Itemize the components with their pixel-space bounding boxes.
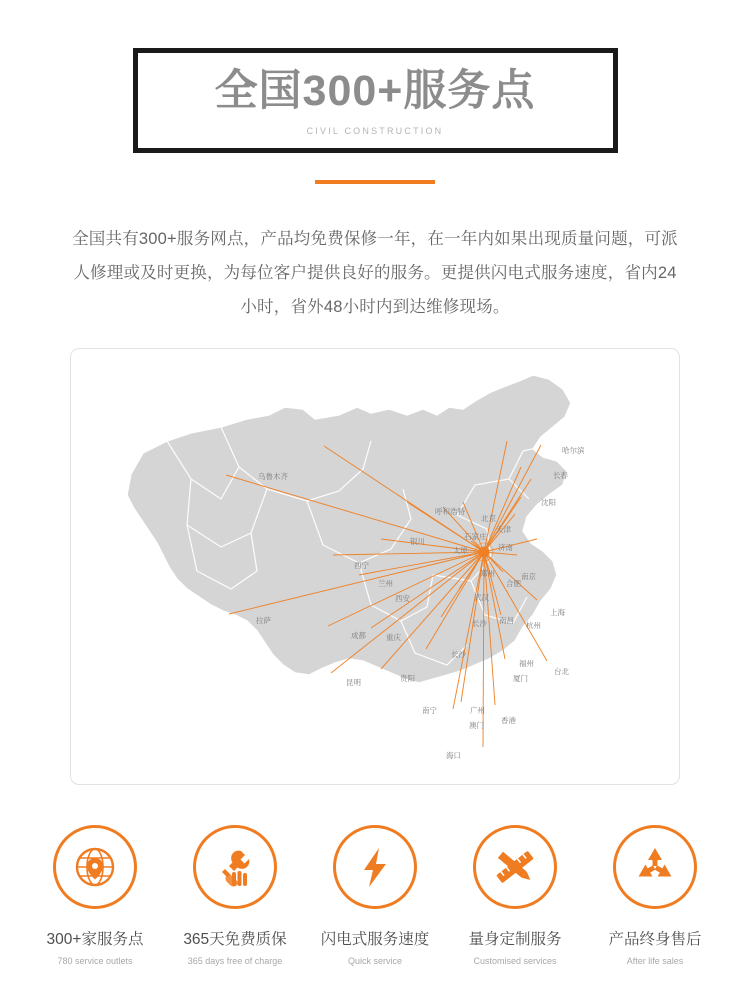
map-city-label: 长沙 <box>472 619 487 629</box>
map-city-label: 香港 <box>501 716 516 726</box>
map-city-label: 拉萨 <box>256 616 271 626</box>
page-title: 全国300+服务点 <box>214 67 536 116</box>
map-city-label: 银川 <box>410 537 425 547</box>
map-city-label: 郑州 <box>480 569 495 579</box>
feature-title: 量身定制服务 <box>468 931 562 949</box>
map-city-label: 兰州 <box>378 579 393 589</box>
map-city-label: 长春 <box>553 471 568 481</box>
map-city-label: 天津 <box>496 525 511 535</box>
feature-title: 365天免费质保 <box>183 931 287 949</box>
map-city-label: 南宁 <box>422 706 437 716</box>
map-city-label: 昆明 <box>346 678 361 688</box>
feature-item <box>305 825 445 966</box>
map-city-label: 南京 <box>521 572 536 582</box>
feature-item <box>25 825 165 966</box>
ruler-pencil-icon <box>473 825 557 909</box>
map-city-label: 哈尔滨 <box>562 446 585 456</box>
page-subtitle: CIVIL CONSTRUCTION <box>306 125 444 136</box>
feature-subtitle: 365 days free of charge <box>187 956 283 967</box>
map-city-label: 广州 <box>470 706 485 716</box>
map-city-label: 西安 <box>395 594 410 604</box>
map-city-label: 台北 <box>554 667 569 677</box>
map-city-labels <box>71 349 679 784</box>
map-city-label: 太原 <box>453 546 468 556</box>
page-header <box>0 0 750 184</box>
map-city-label: 澳门 <box>469 721 484 731</box>
map-city-label: 长沙 <box>451 650 466 660</box>
feature-item <box>585 825 725 966</box>
map-city-label: 武汉 <box>474 593 489 603</box>
feature-item <box>445 825 585 966</box>
feature-subtitle: Quick service <box>347 956 402 967</box>
lightning-icon <box>333 825 417 909</box>
map-city-label: 乌鲁木齐 <box>258 472 288 482</box>
recycle-icon <box>613 825 697 909</box>
title-box <box>133 48 618 153</box>
intro-paragraph: 全国共有300+服务网点，产品均免费保修一年，在一年内如果出现质量问题，可派人修理或及时更换，为每位客户提供良好的服务。更提供闪电式服务速度，省内24小时，省外48小时内到达维修现场。 <box>72 230 678 316</box>
map-city-label: 济南 <box>498 543 513 553</box>
map-city-label: 南昌 <box>499 616 514 626</box>
wrench-hand-icon <box>193 825 277 909</box>
map-city-label: 西宁 <box>354 561 369 571</box>
service-map-panel <box>70 348 680 785</box>
map-city-label: 重庆 <box>386 633 401 643</box>
title-underline <box>315 180 435 184</box>
feature-list <box>25 825 725 966</box>
map-city-label: 厦门 <box>513 674 528 684</box>
map-city-label: 福州 <box>519 659 534 669</box>
map-city-label: 沈阳 <box>541 498 556 508</box>
map-city-label: 贵阳 <box>400 674 415 684</box>
map-city-label: 杭州 <box>526 621 541 631</box>
feature-subtitle: 780 service outlets <box>57 956 133 967</box>
feature-item <box>165 825 305 966</box>
map-city-label: 海口 <box>446 751 461 761</box>
feature-subtitle: Customised services <box>473 956 557 967</box>
map-city-label: 北京 <box>481 514 496 524</box>
map-city-label: 上海 <box>550 608 565 618</box>
map-city-label: 成都 <box>351 631 366 641</box>
feature-title: 产品终身售后 <box>608 931 702 949</box>
globe-pin-icon <box>53 825 137 909</box>
map-city-label: 合肥 <box>506 579 521 589</box>
feature-title: 300+家服务点 <box>46 931 144 949</box>
feature-subtitle: After life sales <box>626 956 684 967</box>
map-city-label: 呼和浩特 <box>435 507 465 517</box>
map-city-label: 石家庄 <box>464 532 487 542</box>
feature-title: 闪电式服务速度 <box>320 931 430 949</box>
